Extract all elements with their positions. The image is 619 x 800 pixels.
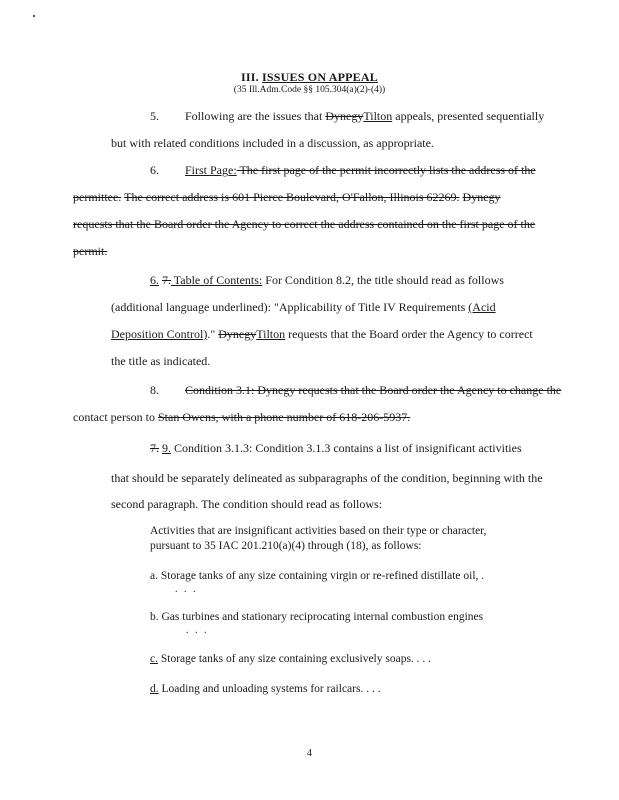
section-citation: (35 Ill.Adm.Code §§ 105.304(a)(2)-(4))	[233, 85, 386, 95]
quote-item-a: a. Storage tanks of any size containing virgin or re-refined distillate oil, .	[150, 570, 485, 582]
quote-intro-line-1: Activities that are insignificant activities based on their type or character,	[150, 525, 487, 537]
paragraph-9-line-1: 7. 9. Condition 3.1.3: Condition 3.1.3 contains a list of insignificant activities	[150, 441, 522, 455]
section-number: III.	[241, 70, 259, 84]
paragraph-toc-line-4: the title as indicated.	[111, 354, 211, 368]
quote-item-b: b. Gas turbines and stationary reciprocating internal combustion engines	[150, 611, 484, 623]
paragraph-6-line-4: permit.	[73, 244, 108, 258]
paragraph-8-line-1: 8. Condition 3.1: Dynegy requests that the Board order the Agency to change the	[150, 383, 562, 397]
scan-speck	[33, 15, 35, 17]
section-heading	[0, 70, 619, 85]
page-number: 4	[307, 748, 312, 759]
quote-item-b-ellipsis: . . .	[186, 625, 209, 636]
paragraph-toc-line-3: Deposition Control)." DynegyTilton requests that the Board order the Agency to correct	[111, 327, 533, 341]
quote-item-a-ellipsis: . . .	[175, 584, 198, 595]
quote-item-c: c. Storage tanks of any size containing exclusively soaps. . . .	[150, 653, 432, 665]
paragraph-toc-line-1: 6. 7. Table of Contents: For Condition 8.2, the title should read as follows	[150, 273, 504, 287]
struck-text: Dynegy	[325, 109, 364, 123]
quote-intro-line-2: pursuant to 35 IAC 201.210(a)(4) through (18), as follows:	[150, 540, 422, 552]
paragraph-6-line-2: permittee. The correct address is 601 Pierce Boulevard, O'Fallon, Illinois 62269. Dynegy	[73, 190, 501, 204]
paragraph-5-line-2: but with related conditions included in a discussion, as appropriate.	[111, 136, 434, 150]
paragraph-9-line-2: that should be separately delineated as subparagraphs of the condition, beginning with the	[111, 471, 543, 485]
quote-item-d: d. Loading and unloading systems for railcars. . . .	[150, 683, 381, 695]
paragraph-8-line-2: contact person to Stan Owens, with a phone number of 618-206-5937.	[73, 410, 411, 424]
paragraph-6-line-1: 6. First Page: The first page of the permit incorrectly lists the address of the	[150, 163, 536, 177]
section-title: ISSUES ON APPEAL	[262, 70, 378, 84]
inserted-text: Tilton	[363, 109, 393, 123]
paragraph-9-line-3: second paragraph. The condition should read as follows:	[111, 497, 383, 511]
paragraph-toc-line-2: (additional language underlined): "Applicability of Title IV Requirements (Acid	[111, 300, 496, 314]
struck-text: The first page of the permit incorrectly lists the address of the	[236, 163, 536, 177]
paragraph-5-line-1: 5. Following are the issues that DynegyTilton appeals, presented sequentially	[150, 109, 545, 123]
paragraph-6-line-3: requests that the Board order the Agency to correct the address contained on the first page of the	[73, 217, 536, 231]
